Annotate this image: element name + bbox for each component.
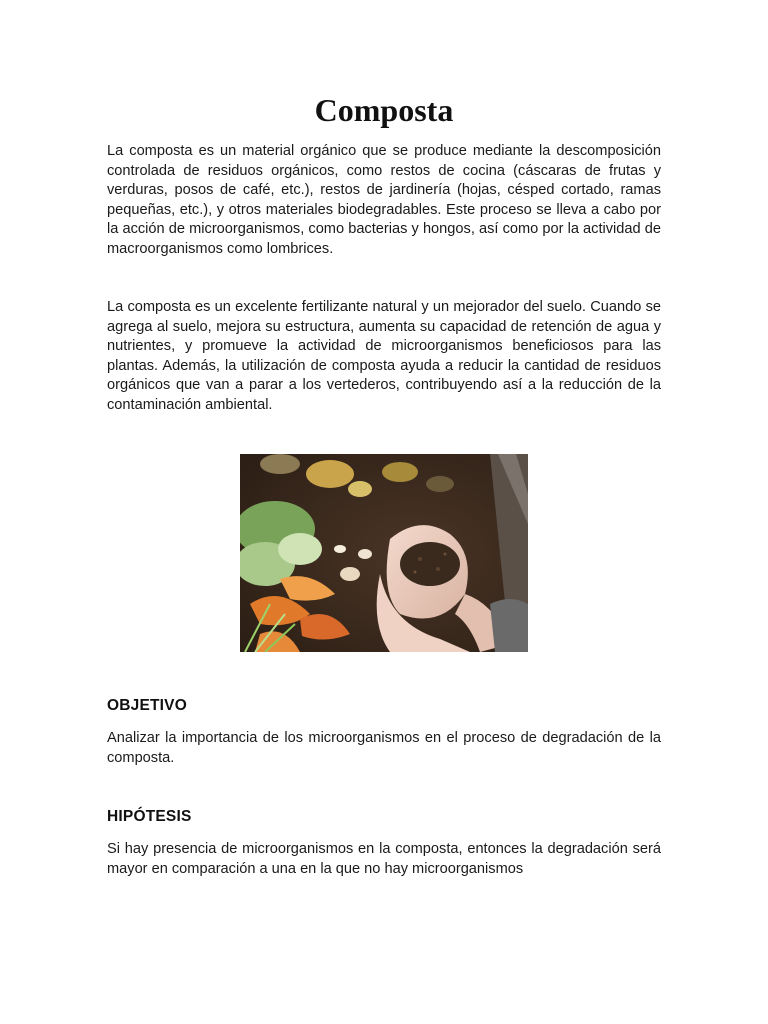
objective-heading: OBJETIVO <box>107 697 187 714</box>
intro-paragraph: La composta es un material orgánico que se produce mediante la descomposición controlada de residuos orgánicos, como restos de cocina (cáscaras de frutas y verduras, posos de café, etc.), restos de jardinería (hojas, césped cortado, ramas pequeñas, etc.), y otros materiales biodegradables. Este proceso se lleva a cabo por la acción de microorganismos, como bacterias y hongos, así como por la actividad de macroorganismos como lombrices. <box>107 143 661 257</box>
compost-hands-photo <box>240 454 528 652</box>
page-title: Composta <box>314 92 454 128</box>
benefits-paragraph: La composta es un excelente fertilizante natural y un mejorador del suelo. Cuando se agrega al suelo, mejora su estructura, aumenta su capacidad de retención de agua y nutrientes, y promueve la actividad de microorganismos beneficiosos para las plantas. Además, la utilización de composta ayuda a reducir la cantidad de residuos orgánicos que van a parar a los vertederos, contribuyendo así a la reducción de la contaminación ambiental. <box>107 299 661 413</box>
hypothesis-text: Si hay presencia de microorganismos en la composta, entonces la degradación será mayor en comparación a una en la que no hay microorganismos <box>107 841 661 877</box>
objective-text: Analizar la importancia de los microorganismos en el proceso de degradación de la composta. <box>107 730 661 766</box>
hypothesis-heading: HIPÓTESIS <box>107 808 192 825</box>
